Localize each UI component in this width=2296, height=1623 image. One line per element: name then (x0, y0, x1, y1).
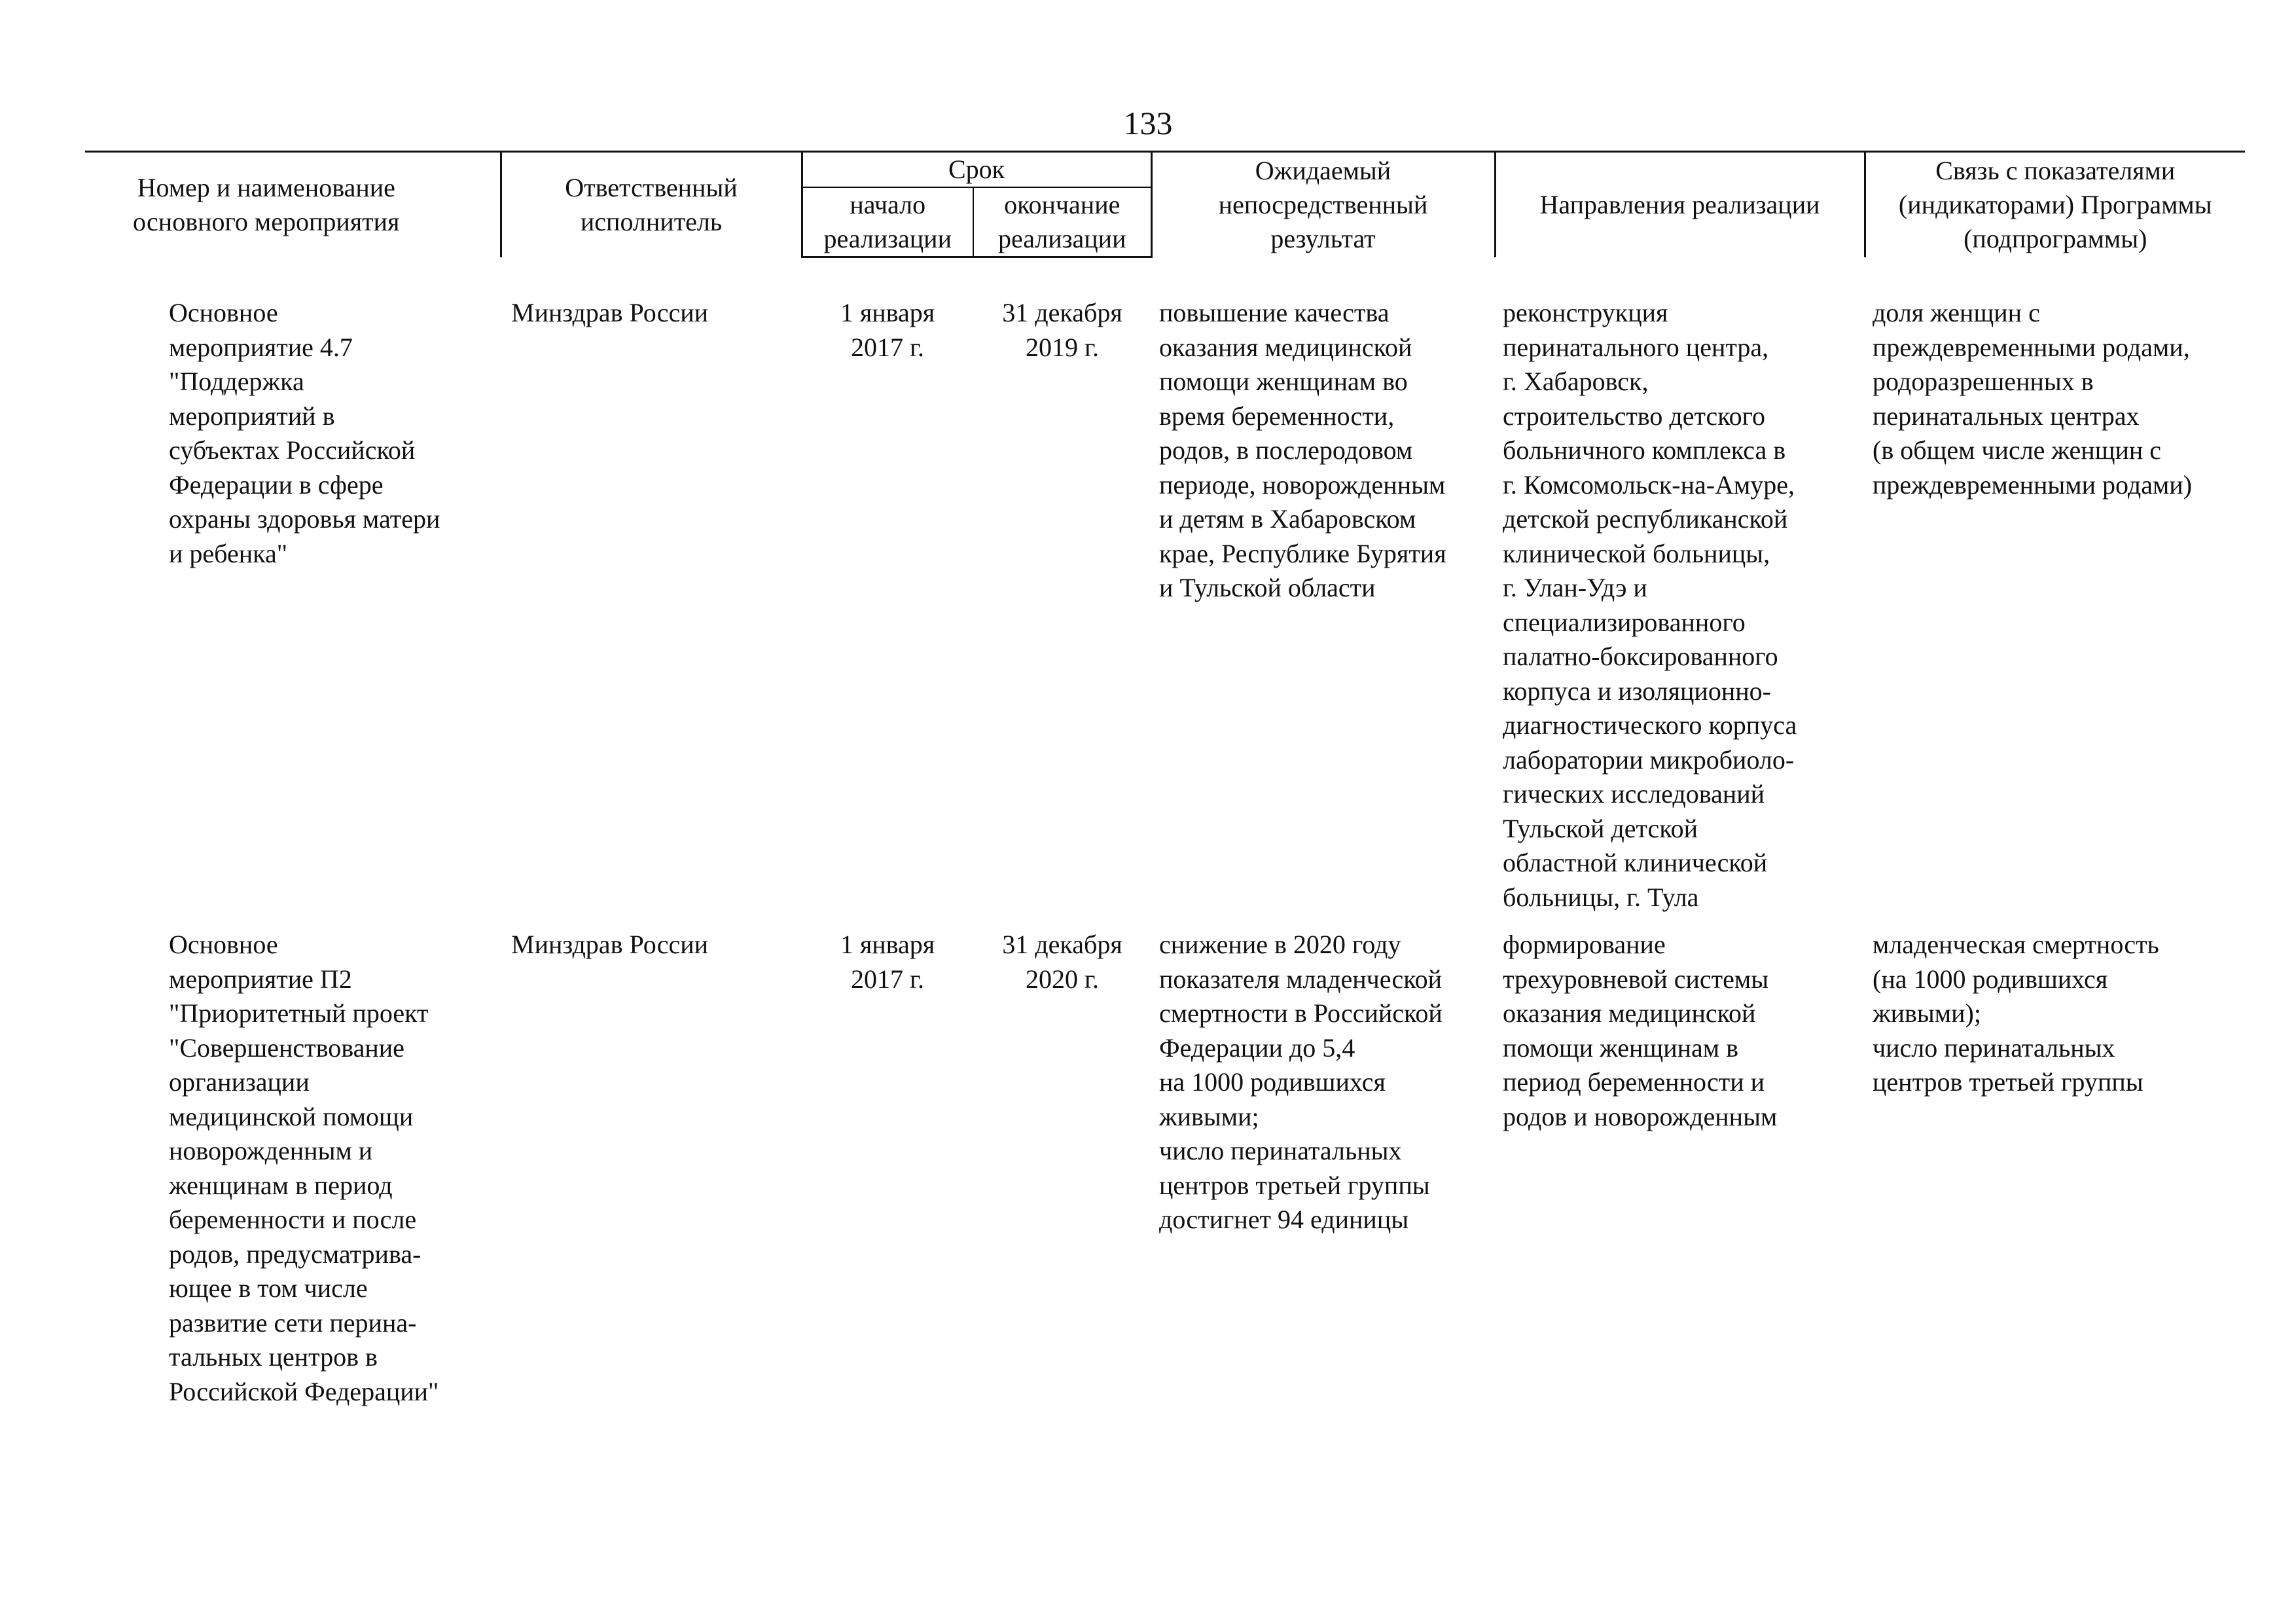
row-end: 31 декабря 2019 г. (1002, 298, 1122, 362)
row-executor: Минздрав России (511, 930, 709, 959)
row-name: Основное мероприятие 4.7 "Поддержка мероприятий в субъектах Российской Федерации в сфере охраны здоровья матери и ребенка" (169, 298, 440, 568)
header-result: Ожидаемый непосредственный результат (1151, 152, 1495, 257)
row-directions: реконструкция перинатального центра, г. Хабаровск, строительство детского больничного комплекса в г. Комсомольск-на-Амуре, детской республиканской клинической больницы, г. Улан-Удэ и специализированного палатно-боксированного корпуса и изоляционно- диагностического корпуса лаборатории микробиоло- гических исследований Тульской детской областной клинической больницы, г. Тула (1503, 298, 1797, 912)
header-start: начало реализации (802, 187, 973, 257)
spacer (85, 915, 2245, 928)
header-name: Номер и наименование основного мероприятия (85, 152, 501, 257)
row-executor: Минздрав России (511, 298, 709, 327)
header-directions: Направления реализации (1495, 152, 1865, 257)
header-term: Срок (802, 152, 1151, 188)
header-link: Связь с показателями (индикаторами) Программы (подпрограммы) (1865, 152, 2245, 257)
row-result: снижение в 2020 году показателя младенческой смертности в Российской Федерации до 5,4 на 1000 родившихся живыми; число перинатальных центров третьей группы достигнет 94 единицы (1159, 930, 1443, 1234)
table-row (85, 296, 2245, 915)
page-number: 133 (1123, 105, 1173, 141)
header-executor: Ответственный исполнитель (501, 152, 802, 257)
row-directions: формирование трехуровневой системы оказания медицинской помощи женщинам в период беременности и родов и новорожденным (1503, 930, 1778, 1131)
row-result: повышение качества оказания медицинской помощи женщинам во время беременности, родов, в послеродовом периоде, новорожденным и детям в Хабаровском крае, Республике Бурятия и Тульской области (1159, 298, 1446, 602)
table-row (85, 928, 2245, 1409)
row-link: доля женщин с преждевременными родами, родоразрешенных в перинатальных центрах (в общем числе женщин с преждевременными родами) (1873, 298, 2193, 500)
spacer (85, 257, 2245, 297)
row-name: Основное мероприятие П2 "Приоритетный проект "Совершенствование организации медицинской помощи новорожденным и женщинам в период беременности и после родов, предусматрива- ющее в том числе развитие сети перина- тальных центров в Российской Федерации" (169, 930, 439, 1406)
row-link: младенческая смертность (на 1000 родившихся живыми); число перинатальных центров третьей группы (1873, 930, 2159, 1097)
activities-table (85, 151, 2245, 1409)
table-header (85, 152, 2245, 257)
row-end: 31 декабря 2020 г. (1002, 930, 1122, 994)
header-end: окончание реализации (973, 187, 1151, 257)
row-start: 1 января 2017 г. (840, 930, 935, 994)
row-start: 1 января 2017 г. (840, 298, 935, 362)
